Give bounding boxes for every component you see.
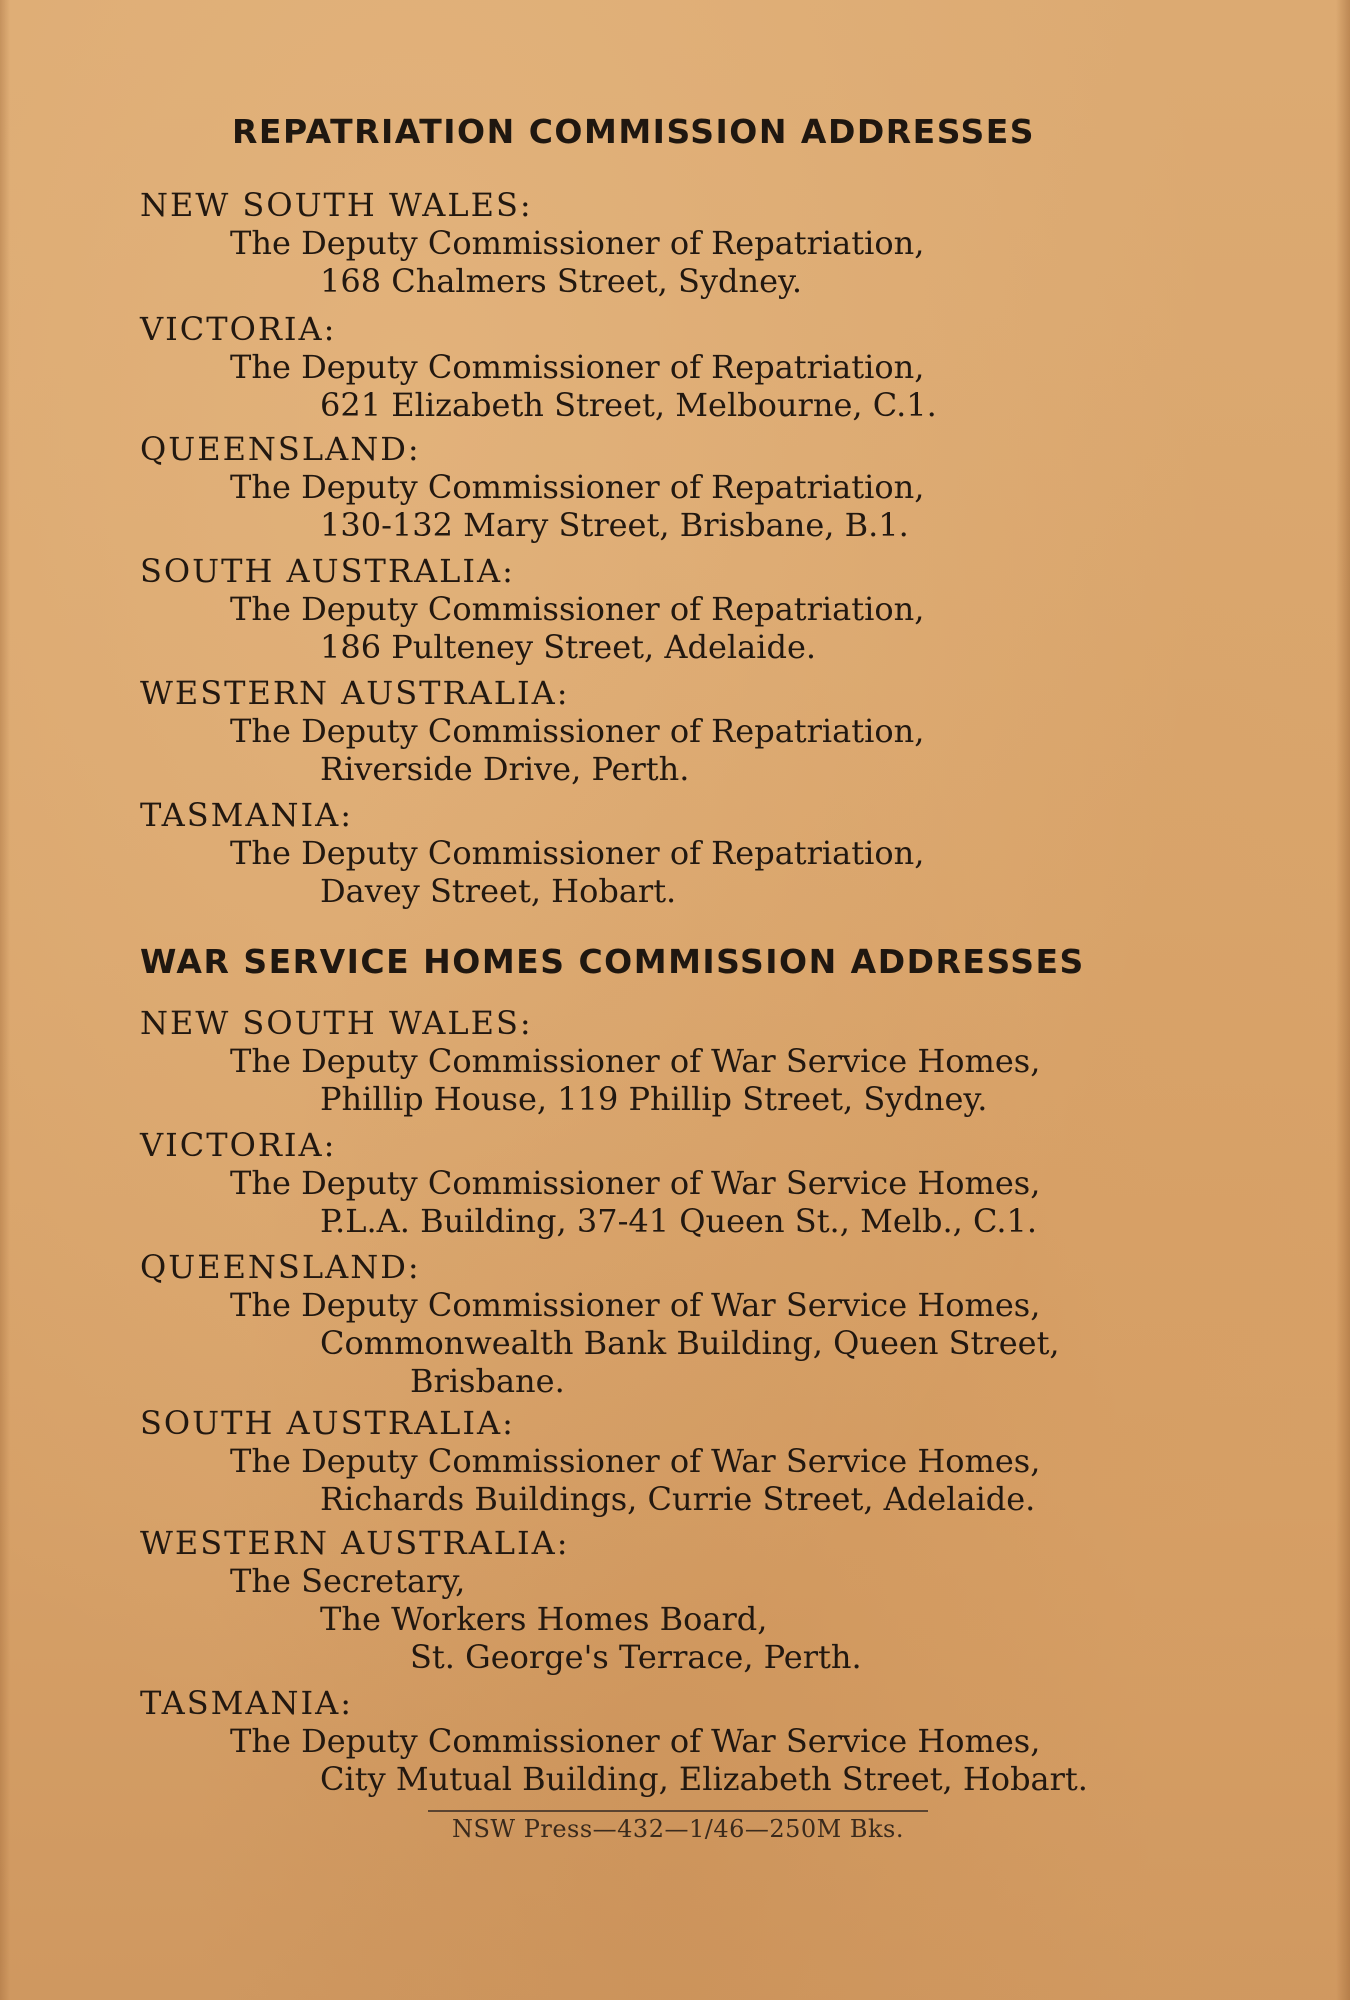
address-line: Brisbane.	[410, 1362, 565, 1400]
state-label: NEW SOUTH WALES:	[140, 186, 533, 224]
office-line: The Deputy Commissioner of Repatriation,	[230, 348, 925, 386]
address-line: 186 Pulteney Street, Adelaide.	[320, 628, 817, 666]
office-line: The Deputy Commissioner of War Service Homes,	[230, 1442, 1041, 1480]
state-label: QUEENSLAND:	[140, 430, 421, 468]
repatriation-entry-nsw	[140, 186, 924, 300]
repatriation-entry-victoria	[140, 310, 937, 424]
repatriation-entry-western-australia	[140, 674, 924, 788]
paper-edge-right	[1336, 0, 1350, 2000]
state-label: TASMANIA:	[140, 796, 354, 834]
office-line: The Secretary,	[230, 1562, 466, 1600]
address-line: The Workers Homes Board,	[320, 1600, 768, 1638]
office-line: The Deputy Commissioner of Repatriation,	[230, 834, 925, 872]
office-line: The Deputy Commissioner of Repatriation,	[230, 590, 925, 628]
repatriation-entry-queensland	[140, 430, 924, 544]
address-line: Commonwealth Bank Building, Queen Street,	[320, 1324, 1060, 1362]
office-line: The Deputy Commissioner of War Service Homes,	[230, 1164, 1041, 1202]
repatriation-entry-tasmania	[140, 796, 924, 910]
printer-imprint: NSW Press—432—1/46—250M Bks.	[451, 1815, 905, 1843]
address-line: Phillip House, 119 Phillip Street, Sydney.	[320, 1080, 988, 1118]
wsh-entry-nsw	[140, 1004, 1040, 1118]
address-line: Richards Buildings, Currie Street, Adelaide.	[320, 1480, 1036, 1518]
office-line: The Deputy Commissioner of War Service Homes,	[230, 1286, 1041, 1324]
address-line: 130-132 Mary Street, Brisbane, B.1.	[320, 506, 909, 544]
office-line: The Deputy Commissioner of Repatriation,	[230, 224, 925, 262]
wsh-entry-queensland	[140, 1248, 1060, 1400]
war-service-homes-heading: WAR SERVICE HOMES COMMISSION ADDRESSES	[140, 942, 1085, 981]
repatriation-entry-south-australia	[140, 552, 924, 666]
address-line: City Mutual Building, Elizabeth Street, Hobart.	[320, 1760, 1088, 1798]
address-line: Riverside Drive, Perth.	[320, 750, 690, 788]
imprint-rule	[428, 1810, 928, 1812]
state-label: TASMANIA:	[140, 1684, 354, 1722]
address-line: P.L.A. Building, 37-41 Queen St., Melb., C.1.	[320, 1202, 1038, 1240]
paper-edge-left	[0, 0, 10, 2000]
office-line: The Deputy Commissioner of War Service Homes,	[230, 1722, 1041, 1760]
state-label: WESTERN AUSTRALIA:	[140, 674, 570, 712]
wsh-entry-victoria	[140, 1126, 1040, 1240]
address-line: Davey Street, Hobart.	[320, 872, 677, 910]
address-line: St. George's Terrace, Perth.	[410, 1638, 862, 1676]
office-line: The Deputy Commissioner of Repatriation,	[230, 468, 925, 506]
office-line: The Deputy Commissioner of Repatriation,	[230, 712, 925, 750]
wsh-entry-western-australia	[140, 1524, 862, 1676]
wsh-entry-tasmania	[140, 1684, 1088, 1798]
address-line: 621 Elizabeth Street, Melbourne, C.1.	[320, 386, 937, 424]
state-label: SOUTH AUSTRALIA:	[140, 552, 515, 590]
state-label: SOUTH AUSTRALIA:	[140, 1404, 515, 1442]
address-line: 168 Chalmers Street, Sydney.	[320, 262, 803, 300]
state-label: VICTORIA:	[140, 1126, 337, 1164]
state-label: NEW SOUTH WALES:	[140, 1004, 533, 1042]
repatriation-heading: REPATRIATION COMMISSION ADDRESSES	[232, 112, 1036, 151]
office-line: The Deputy Commissioner of War Service Homes,	[230, 1042, 1041, 1080]
wsh-entry-south-australia	[140, 1404, 1040, 1518]
state-label: WESTERN AUSTRALIA:	[140, 1524, 570, 1562]
state-label: QUEENSLAND:	[140, 1248, 421, 1286]
state-label: VICTORIA:	[140, 310, 337, 348]
